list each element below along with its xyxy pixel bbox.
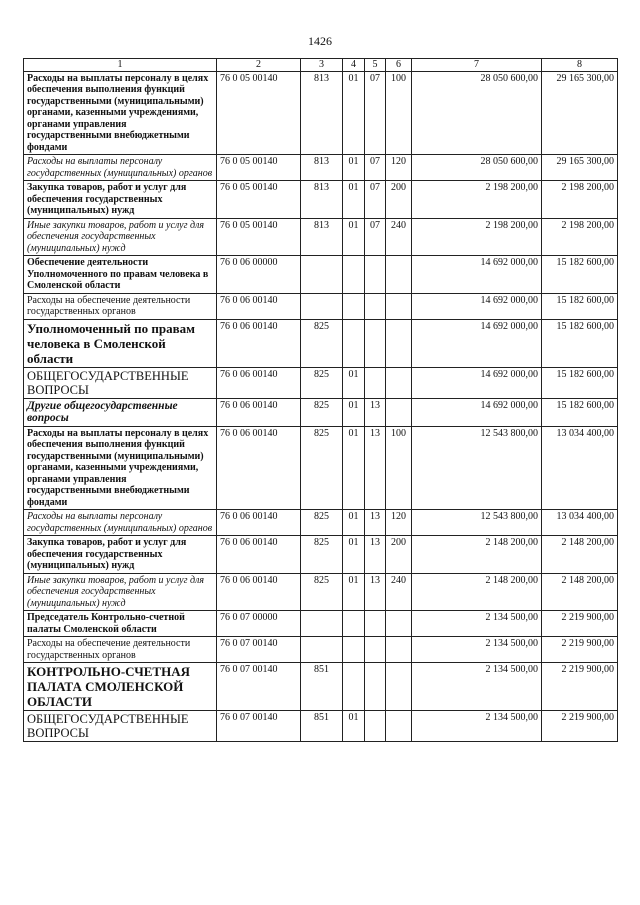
table-row	[24, 398, 618, 426]
row-admin-code-cell: 825	[301, 367, 343, 398]
header-cell-2: 2	[217, 59, 301, 72]
table-row	[24, 293, 618, 319]
row-expense-type-cell: 120	[386, 510, 412, 536]
row-section-cell: 01	[343, 155, 365, 181]
row-admin-code-cell: 813	[301, 218, 343, 256]
row-amount-year1-cell: 2 134 500,00	[412, 637, 542, 663]
table-row	[24, 367, 618, 398]
row-target-code-cell: 76 0 06 00140	[217, 398, 301, 426]
row-amount-year2-cell: 29 165 300,00	[542, 155, 618, 181]
row-amount-year1-cell: 2 134 500,00	[412, 611, 542, 637]
row-section-cell: 01	[343, 367, 365, 398]
budget-table	[23, 58, 618, 742]
header-cell-6: 6	[386, 59, 412, 72]
row-amount-year1-cell: 14 692 000,00	[412, 293, 542, 319]
row-name-cell: Закупка товаров, работ и услуг для обеспечения государственных (муниципальных) нужд	[24, 181, 217, 219]
row-admin-code-cell: 825	[301, 510, 343, 536]
row-amount-year2-cell: 2 219 900,00	[542, 663, 618, 711]
row-section-cell: 01	[343, 573, 365, 611]
row-name-cell: Расходы на выплаты персоналу в целях обеспечения выполнения функций государственными (муниципальными) органами, казенными учреждениями, органами управления государственными внебюджетными фондами	[24, 71, 217, 155]
row-admin-code-cell	[301, 256, 343, 294]
row-admin-code-cell: 851	[301, 711, 343, 742]
row-amount-year1-cell: 14 692 000,00	[412, 398, 542, 426]
row-amount-year2-cell: 2 148 200,00	[542, 536, 618, 574]
row-admin-code-cell: 825	[301, 536, 343, 574]
row-section-cell: 01	[343, 536, 365, 574]
table-row	[24, 426, 618, 510]
row-subsection-cell: 13	[365, 398, 386, 426]
table-row	[24, 319, 618, 367]
table-row	[24, 71, 618, 155]
row-expense-type-cell: 200	[386, 536, 412, 574]
row-name-cell: Председатель Контрольно-счетной палаты Смоленской области	[24, 611, 217, 637]
row-admin-code-cell: 851	[301, 663, 343, 711]
row-amount-year2-cell: 15 182 600,00	[542, 398, 618, 426]
table-body	[24, 59, 618, 742]
row-expense-type-cell	[386, 319, 412, 367]
row-expense-type-cell	[386, 293, 412, 319]
row-subsection-cell	[365, 711, 386, 742]
row-subsection-cell: 13	[365, 510, 386, 536]
row-target-code-cell: 76 0 06 00140	[217, 426, 301, 510]
row-amount-year1-cell: 14 692 000,00	[412, 256, 542, 294]
row-subsection-cell: 07	[365, 218, 386, 256]
row-amount-year1-cell: 2 198 200,00	[412, 218, 542, 256]
row-name-cell: Закупка товаров, работ и услуг для обеспечения государственных (муниципальных) нужд	[24, 536, 217, 574]
row-amount-year1-cell: 2 134 500,00	[412, 663, 542, 711]
row-section-cell: 01	[343, 426, 365, 510]
row-amount-year2-cell: 2 219 900,00	[542, 637, 618, 663]
row-amount-year1-cell: 2 148 200,00	[412, 573, 542, 611]
row-amount-year1-cell: 28 050 600,00	[412, 155, 542, 181]
row-expense-type-cell: 200	[386, 181, 412, 219]
header-row	[24, 59, 618, 72]
row-expense-type-cell	[386, 398, 412, 426]
row-name-cell: Расходы на выплаты персоналу государственных (муниципальных) органов	[24, 155, 217, 181]
row-expense-type-cell: 100	[386, 426, 412, 510]
row-subsection-cell: 13	[365, 426, 386, 510]
row-target-code-cell: 76 0 07 00140	[217, 663, 301, 711]
row-admin-code-cell	[301, 293, 343, 319]
row-subsection-cell: 13	[365, 536, 386, 574]
row-target-code-cell: 76 0 05 00140	[217, 218, 301, 256]
row-section-cell: 01	[343, 218, 365, 256]
row-expense-type-cell	[386, 367, 412, 398]
row-name-cell: Обеспечение деятельности Уполномоченного по правам человека в Смоленской области	[24, 256, 217, 294]
row-amount-year1-cell: 14 692 000,00	[412, 367, 542, 398]
row-target-code-cell: 76 0 05 00140	[217, 181, 301, 219]
row-section-cell: 01	[343, 711, 365, 742]
row-subsection-cell	[365, 663, 386, 711]
row-section-cell: 01	[343, 510, 365, 536]
row-amount-year2-cell: 15 182 600,00	[542, 293, 618, 319]
row-admin-code-cell: 825	[301, 398, 343, 426]
row-amount-year1-cell: 28 050 600,00	[412, 71, 542, 155]
row-subsection-cell: 07	[365, 181, 386, 219]
row-section-cell	[343, 637, 365, 663]
row-section-cell	[343, 293, 365, 319]
row-target-code-cell: 76 0 07 00140	[217, 637, 301, 663]
row-subsection-cell: 13	[365, 573, 386, 611]
row-target-code-cell: 76 0 06 00000	[217, 256, 301, 294]
header-cell-4: 4	[343, 59, 365, 72]
row-admin-code-cell	[301, 611, 343, 637]
table-row	[24, 218, 618, 256]
row-admin-code-cell: 825	[301, 573, 343, 611]
row-expense-type-cell	[386, 256, 412, 294]
row-amount-year2-cell: 15 182 600,00	[542, 367, 618, 398]
table-row	[24, 510, 618, 536]
row-subsection-cell	[365, 293, 386, 319]
row-target-code-cell: 76 0 07 00140	[217, 711, 301, 742]
row-section-cell: 01	[343, 181, 365, 219]
row-expense-type-cell: 120	[386, 155, 412, 181]
row-name-cell: Расходы на выплаты персоналу в целях обеспечения выполнения функций государственными (муниципальными) органами, казенными учреждениями, органами управления государственными внебюджетными фондами	[24, 426, 217, 510]
row-target-code-cell: 76 0 05 00140	[217, 155, 301, 181]
row-amount-year2-cell: 2 198 200,00	[542, 181, 618, 219]
row-amount-year1-cell: 2 148 200,00	[412, 536, 542, 574]
row-expense-type-cell: 240	[386, 573, 412, 611]
row-admin-code-cell: 813	[301, 181, 343, 219]
row-amount-year1-cell: 14 692 000,00	[412, 319, 542, 367]
row-name-cell: Расходы на обеспечение деятельности государственных органов	[24, 637, 217, 663]
row-name-cell: Расходы на обеспечение деятельности государственных органов	[24, 293, 217, 319]
row-admin-code-cell: 825	[301, 426, 343, 510]
row-subsection-cell	[365, 611, 386, 637]
row-target-code-cell: 76 0 06 00140	[217, 319, 301, 367]
row-target-code-cell: 76 0 06 00140	[217, 293, 301, 319]
row-target-code-cell: 76 0 06 00140	[217, 510, 301, 536]
row-expense-type-cell: 240	[386, 218, 412, 256]
row-subsection-cell: 07	[365, 155, 386, 181]
row-section-cell: 01	[343, 398, 365, 426]
row-amount-year1-cell: 12 543 800,00	[412, 426, 542, 510]
table-row	[24, 663, 618, 711]
row-name-cell: КОНТРОЛЬНО-СЧЕТНАЯ ПАЛАТА СМОЛЕНСКОЙ ОБЛАСТИ	[24, 663, 217, 711]
row-expense-type-cell: 100	[386, 71, 412, 155]
row-admin-code-cell	[301, 637, 343, 663]
row-section-cell	[343, 256, 365, 294]
row-section-cell	[343, 663, 365, 711]
row-name-cell: Расходы на выплаты персоналу государственных (муниципальных) органов	[24, 510, 217, 536]
row-subsection-cell	[365, 367, 386, 398]
row-target-code-cell: 76 0 06 00140	[217, 536, 301, 574]
header-cell-8: 8	[542, 59, 618, 72]
row-amount-year2-cell: 2 198 200,00	[542, 218, 618, 256]
row-admin-code-cell: 813	[301, 71, 343, 155]
row-amount-year1-cell: 12 543 800,00	[412, 510, 542, 536]
header-cell-5: 5	[365, 59, 386, 72]
table-row	[24, 711, 618, 742]
row-name-cell: Иные закупки товаров, работ и услуг для обеспечения государственных (муниципальных) нужд	[24, 573, 217, 611]
row-amount-year2-cell: 29 165 300,00	[542, 71, 618, 155]
row-expense-type-cell	[386, 637, 412, 663]
row-subsection-cell: 07	[365, 71, 386, 155]
row-amount-year2-cell: 2 219 900,00	[542, 711, 618, 742]
row-expense-type-cell	[386, 711, 412, 742]
table-row	[24, 256, 618, 294]
row-subsection-cell	[365, 256, 386, 294]
row-amount-year1-cell: 2 198 200,00	[412, 181, 542, 219]
row-target-code-cell: 76 0 06 00140	[217, 367, 301, 398]
row-amount-year2-cell: 15 182 600,00	[542, 256, 618, 294]
row-section-cell: 01	[343, 71, 365, 155]
row-section-cell	[343, 319, 365, 367]
row-amount-year2-cell: 2 219 900,00	[542, 611, 618, 637]
table-row	[24, 573, 618, 611]
row-admin-code-cell: 813	[301, 155, 343, 181]
row-expense-type-cell	[386, 663, 412, 711]
table-row	[24, 181, 618, 219]
row-name-cell: Другие общегосударственные вопросы	[24, 398, 217, 426]
table-row	[24, 637, 618, 663]
row-name-cell: Уполномоченный по правам человека в Смоленской области	[24, 319, 217, 367]
row-target-code-cell: 76 0 07 00000	[217, 611, 301, 637]
table-row	[24, 155, 618, 181]
row-amount-year2-cell: 13 034 400,00	[542, 426, 618, 510]
header-cell-7: 7	[412, 59, 542, 72]
row-target-code-cell: 76 0 05 00140	[217, 71, 301, 155]
row-name-cell: ОБЩЕГОСУДАРСТВЕННЫЕ ВОПРОСЫ	[24, 711, 217, 742]
row-name-cell: Иные закупки товаров, работ и услуг для обеспечения государственных (муниципальных) нужд	[24, 218, 217, 256]
row-target-code-cell: 76 0 06 00140	[217, 573, 301, 611]
header-cell-1: 1	[24, 59, 217, 72]
row-amount-year2-cell: 13 034 400,00	[542, 510, 618, 536]
row-admin-code-cell: 825	[301, 319, 343, 367]
table-row	[24, 536, 618, 574]
row-expense-type-cell	[386, 611, 412, 637]
row-amount-year1-cell: 2 134 500,00	[412, 711, 542, 742]
row-section-cell	[343, 611, 365, 637]
row-amount-year2-cell: 15 182 600,00	[542, 319, 618, 367]
row-amount-year2-cell: 2 148 200,00	[542, 573, 618, 611]
row-subsection-cell	[365, 637, 386, 663]
header-cell-3: 3	[301, 59, 343, 72]
table-row	[24, 611, 618, 637]
row-subsection-cell	[365, 319, 386, 367]
row-name-cell: ОБЩЕГОСУДАРСТВЕННЫЕ ВОПРОСЫ	[24, 367, 217, 398]
page-number: 1426	[308, 34, 332, 48]
